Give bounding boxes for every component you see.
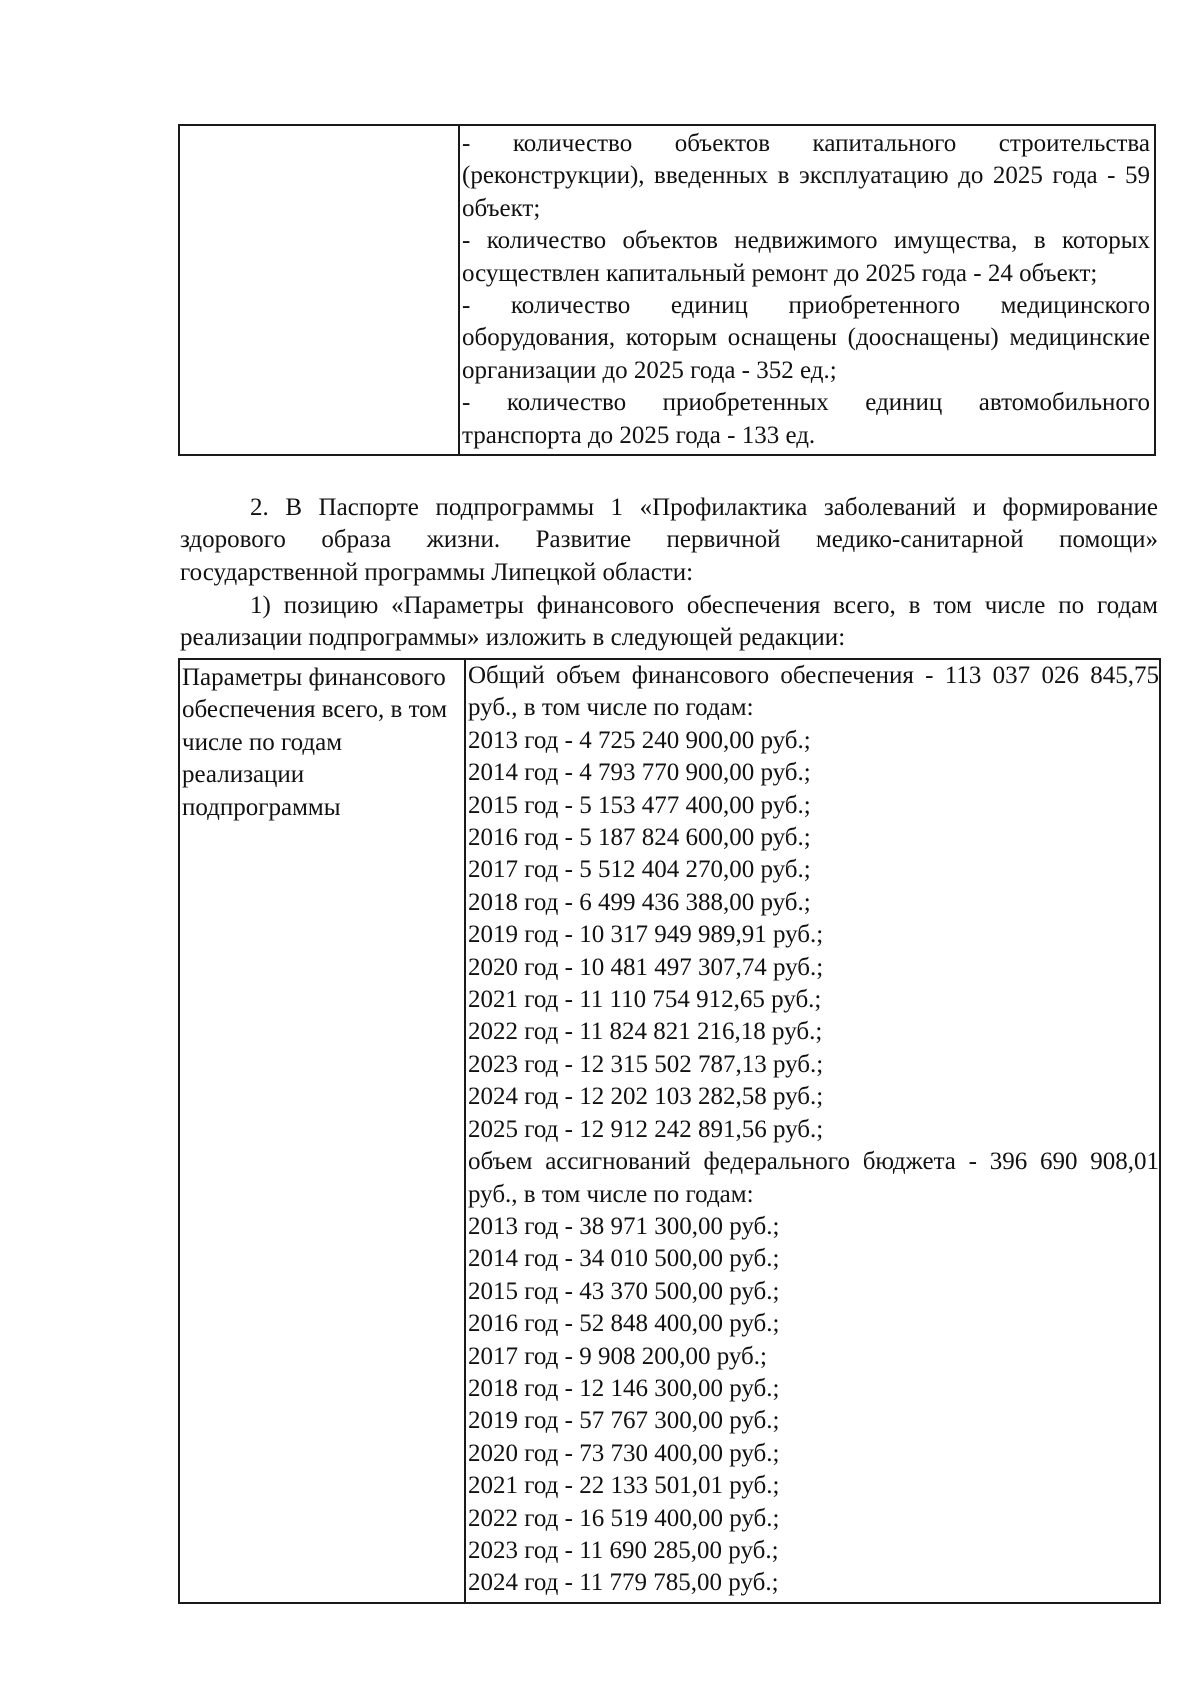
year-line: 2019 год - 57 767 300,00 руб.; <box>468 1407 780 1435</box>
year-line: 2017 год - 9 908 200,00 руб.; <box>468 1342 767 1370</box>
indicator-item: - количество объектов капитального строительства (реконструкции), введенных в эксплуатацию до 2025 года - 59 объект; <box>462 130 1150 222</box>
indicators-table-right-cell <box>459 125 1155 455</box>
finance-parameters-table <box>178 658 1161 1604</box>
indicator-item: - количество приобретенных единиц автомобильного транспорта до 2025 года - 133 ед. <box>462 389 1150 449</box>
indicator-item: - количество единиц приобретенного медицинского оборудования, которым оснащены (дооснащены) медицинские организации до 2025 года - 352 ед.; <box>462 292 1150 384</box>
year-line: 2015 год - 43 370 500,00 руб.; <box>468 1277 780 1305</box>
finance-parameters-values-cell <box>465 659 1160 1603</box>
year-line: 2013 год - 38 971 300,00 руб.; <box>468 1212 780 1240</box>
year-line: 2022 год - 16 519 400,00 руб.; <box>468 1504 780 1532</box>
federal-budget-by-year <box>468 1211 1159 1600</box>
year-line: 2024 год - 11 779 785,00 руб.; <box>468 1569 779 1597</box>
finance-parameters-label: Параметры финансового обеспечения всего, в том числе по годам реализации подпрограммы <box>182 664 448 821</box>
year-line: 2017 год - 5 512 404 270,00 руб.; <box>468 856 811 884</box>
total-financing-intro: Общий объем финансового обеспечения - 113 037 026 845,75 руб., в том числе по годам: <box>468 662 1159 722</box>
year-line: 2018 год - 12 146 300,00 руб.; <box>468 1374 780 1402</box>
amendment-paragraph-2: 2. В Паспорте подпрограммы 1 «Профилактика заболеваний и формирование здорового образа жизни. Развитие первичной медико-санитарной помощи» государственной программы Липецкой области: <box>180 494 1158 586</box>
indicator-item: - количество объектов недвижимого имущества, в которых осуществлен капитальный ремонт до 2025 года - 24 объект; <box>462 227 1150 287</box>
year-line: 2019 год - 10 317 949 989,91 руб.; <box>468 921 824 949</box>
federal-budget-intro: объем ассигнований федерального бюджета - 396 690 908,01 руб., в том числе по годам: <box>468 1148 1159 1208</box>
year-line: 2023 год - 11 690 285,00 руб.; <box>468 1536 779 1564</box>
finance-parameters-label-cell <box>179 659 465 1603</box>
year-line: 2020 год - 10 481 497 307,74 руб.; <box>468 953 824 981</box>
year-line: 2018 год - 6 499 436 388,00 руб.; <box>468 888 811 916</box>
year-line: 2025 год - 12 912 242 891,56 руб.; <box>468 1115 824 1143</box>
year-line: 2016 год - 52 848 400,00 руб.; <box>468 1310 780 1338</box>
indicators-table-continuation <box>178 124 1156 456</box>
indicators-table-left-cell <box>179 125 459 455</box>
total-financing-by-year <box>468 725 1159 1146</box>
year-line: 2021 год - 11 110 754 912,65 руб.; <box>468 986 822 1014</box>
year-line: 2020 год - 73 730 400,00 руб.; <box>468 1439 780 1467</box>
year-line: 2014 год - 4 793 770 900,00 руб.; <box>468 759 811 787</box>
year-line: 2023 год - 12 315 502 787,13 руб.; <box>468 1050 824 1078</box>
year-line: 2024 год - 12 202 103 282,58 руб.; <box>468 1083 824 1111</box>
year-line: 2014 год - 34 010 500,00 руб.; <box>468 1245 780 1273</box>
year-line: 2013 год - 4 725 240 900,00 руб.; <box>468 726 811 754</box>
year-line: 2016 год - 5 187 824 600,00 руб.; <box>468 824 811 852</box>
year-line: 2021 год - 22 133 501,01 руб.; <box>468 1472 780 1500</box>
year-line: 2022 год - 11 824 821 216,18 руб.; <box>468 1018 823 1046</box>
amendment-paragraph-3: 1) позицию «Параметры финансового обеспечения всего, в том числе по годам реализации подпрограммы» изложить в следующей редакции: <box>180 592 1158 652</box>
year-line: 2015 год - 5 153 477 400,00 руб.; <box>468 791 811 819</box>
